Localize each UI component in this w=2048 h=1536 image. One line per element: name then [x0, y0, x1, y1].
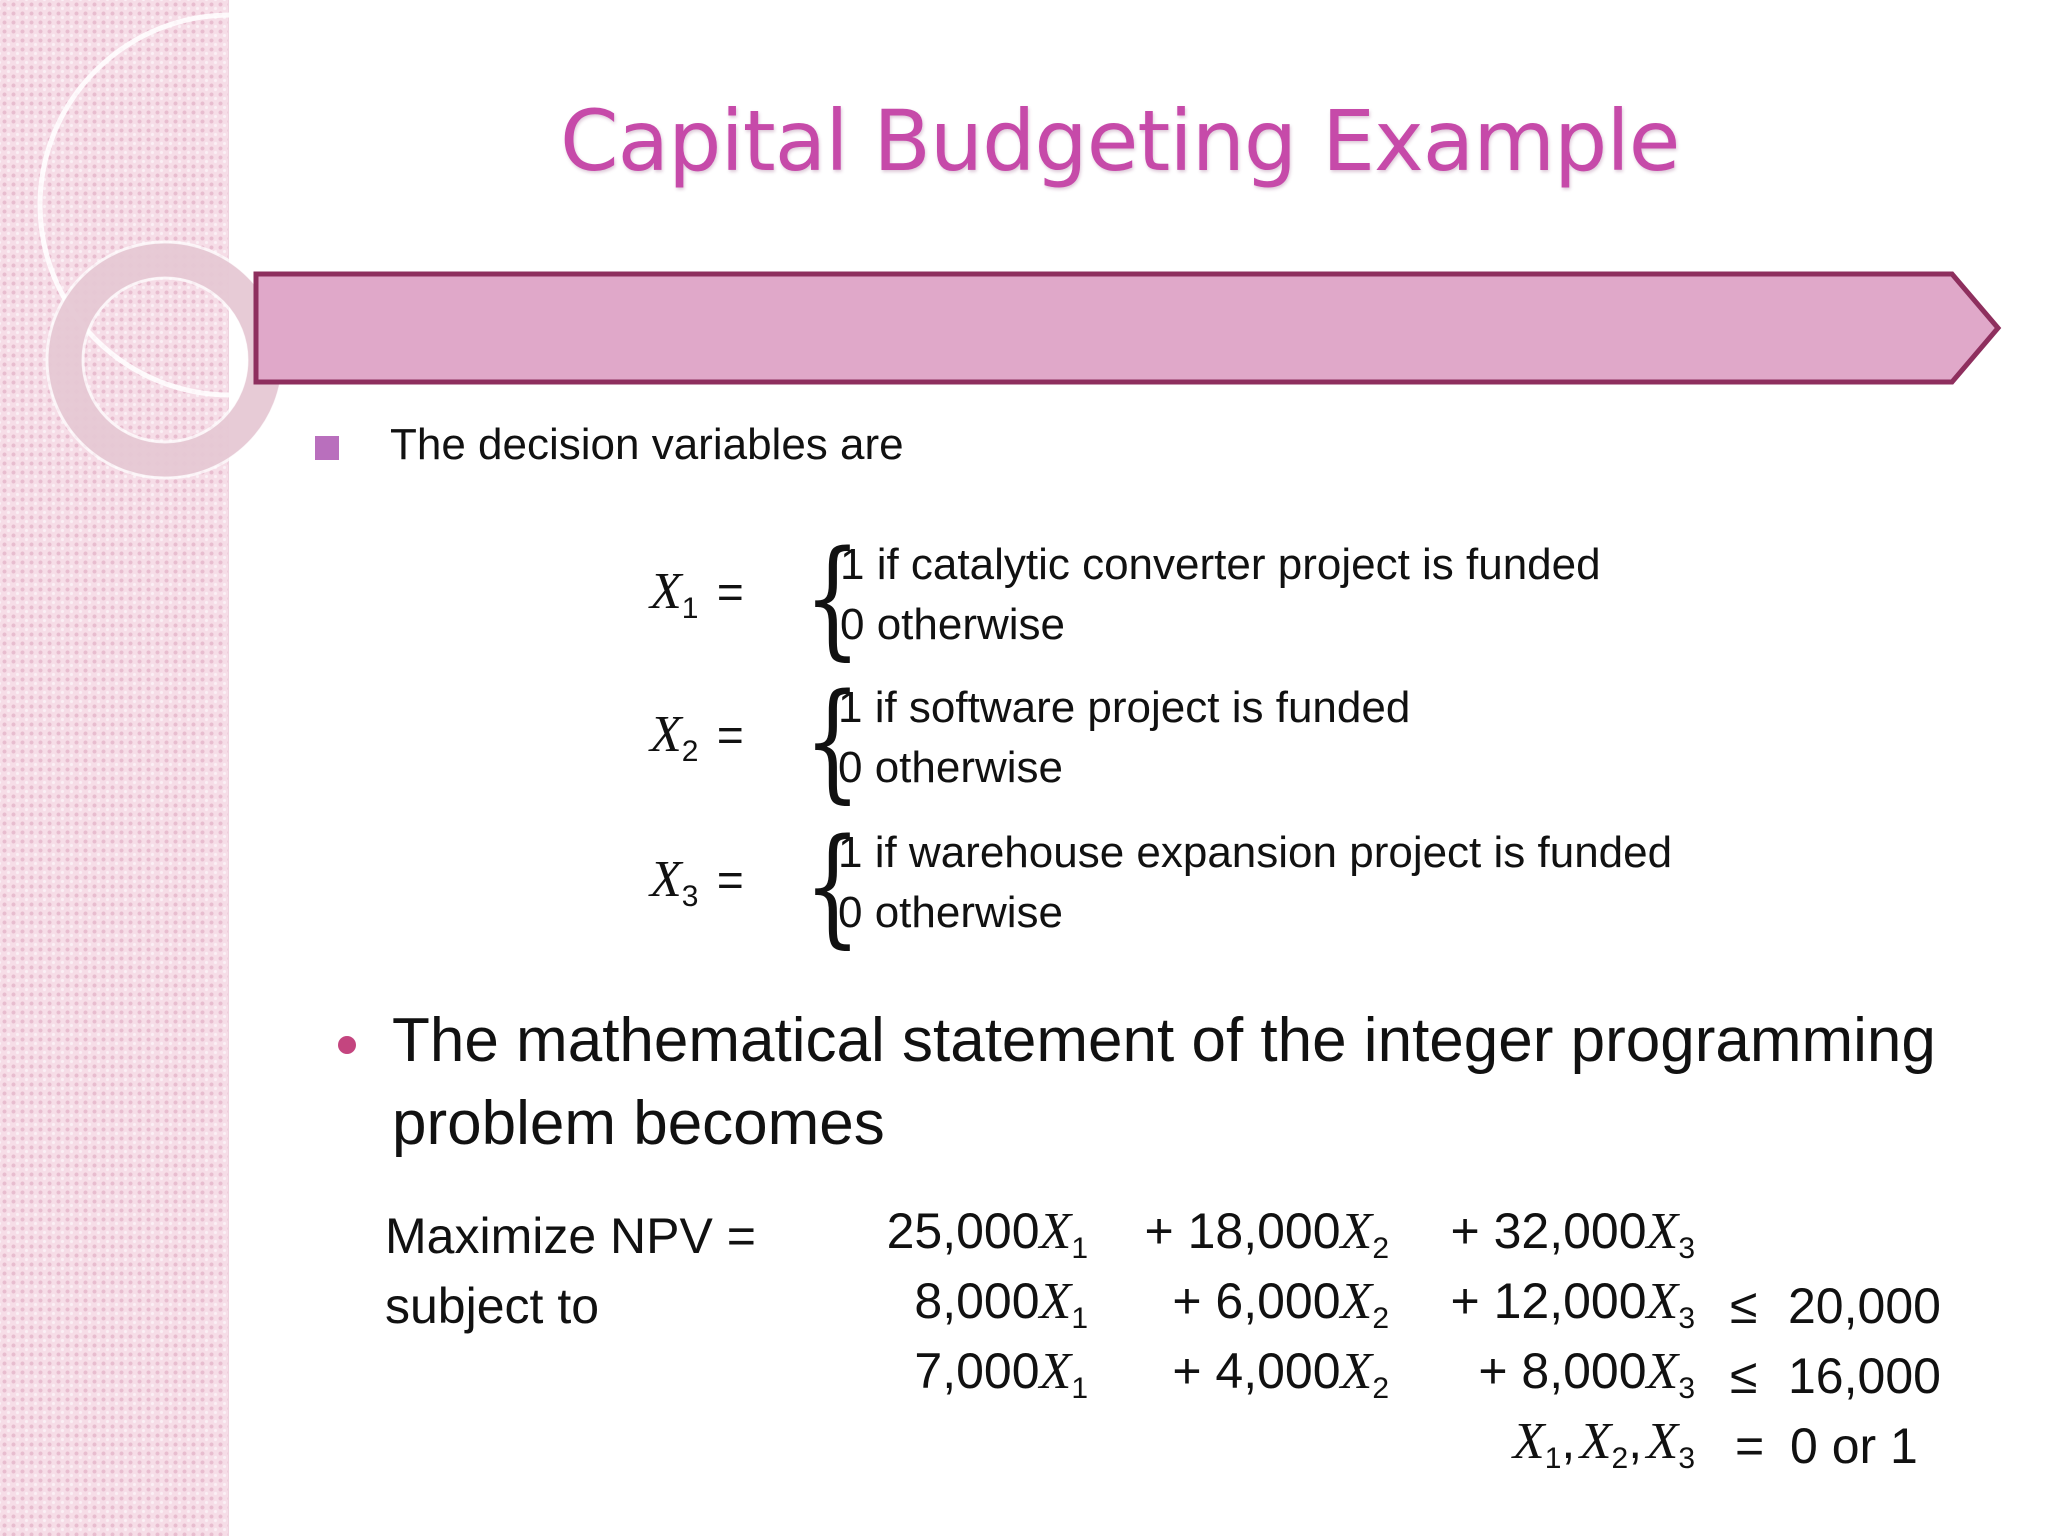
binary-operator: = [1735, 1418, 1765, 1474]
objective-label: Maximize NPV = [385, 1208, 756, 1264]
decorative-side-strip [0, 0, 229, 1536]
variable-x1 [650, 562, 744, 626]
banner-arrow [252, 268, 2004, 388]
binary-variables: X1, X2, X3 [1512, 1413, 1695, 1475]
constraint1-operator: ≤ [1730, 1278, 1758, 1334]
variable-x2 [650, 705, 744, 769]
case-zero: 0 otherwise [838, 888, 1064, 937]
constraint2-rhs: 16,000 [1788, 1348, 1941, 1404]
case-one: 1 if catalytic converter project is funded [840, 540, 1601, 589]
case-zero: 0 otherwise [840, 600, 1066, 649]
constraint1-rhs: 20,000 [1788, 1278, 1941, 1334]
var-subscript: 3 [681, 880, 699, 913]
constraint2-term-1: 7,000X1 [914, 1343, 1088, 1405]
var-subscript: 2 [681, 735, 699, 768]
objective-term-2: + 18,000X2 [1144, 1203, 1389, 1265]
equals-sign: = [716, 566, 744, 618]
constraint1-term-3: + 12,000X3 [1450, 1273, 1695, 1335]
case-one: 1 if warehouse expansion project is funded [838, 828, 1673, 877]
equals-sign: = [716, 709, 744, 761]
constraint2-operator: ≤ [1730, 1348, 1758, 1404]
var-subscript: 1 [681, 592, 699, 625]
var-symbol: X [650, 563, 682, 620]
var-symbol: X [650, 706, 682, 763]
slide-title: Capital Budgeting Example [560, 92, 1680, 190]
statement-line-2: problem becomes [392, 1089, 885, 1158]
constraint2-term-3: + 8,000X3 [1478, 1343, 1695, 1405]
case-one: 1 if software project is funded [838, 683, 1411, 732]
case-zero: 0 otherwise [838, 743, 1064, 792]
constraint1-term-2: + 6,000X2 [1172, 1273, 1389, 1335]
binary-rhs: 0 or 1 [1790, 1418, 1918, 1474]
round-bullet [338, 1036, 356, 1054]
statement-line-1: The mathematical statement of the integer programming [392, 1006, 1936, 1075]
constraint1-term-1: 8,000X1 [914, 1273, 1088, 1335]
objective-term-3: + 32,000X3 [1450, 1203, 1695, 1265]
square-bullet [315, 436, 339, 460]
variable-x3 [650, 850, 744, 914]
intro-text: The decision variables are [390, 420, 904, 469]
objective-term-1: 25,000X1 [886, 1203, 1088, 1265]
constraint2-term-2: + 4,000X2 [1172, 1343, 1389, 1405]
left-brace-icon: { [804, 667, 862, 816]
left-brace-icon: { [804, 524, 862, 673]
left-brace-icon: { [804, 812, 862, 961]
var-symbol: X [650, 851, 682, 908]
constraint-label: subject to [385, 1278, 600, 1334]
equals-sign: = [716, 854, 744, 906]
